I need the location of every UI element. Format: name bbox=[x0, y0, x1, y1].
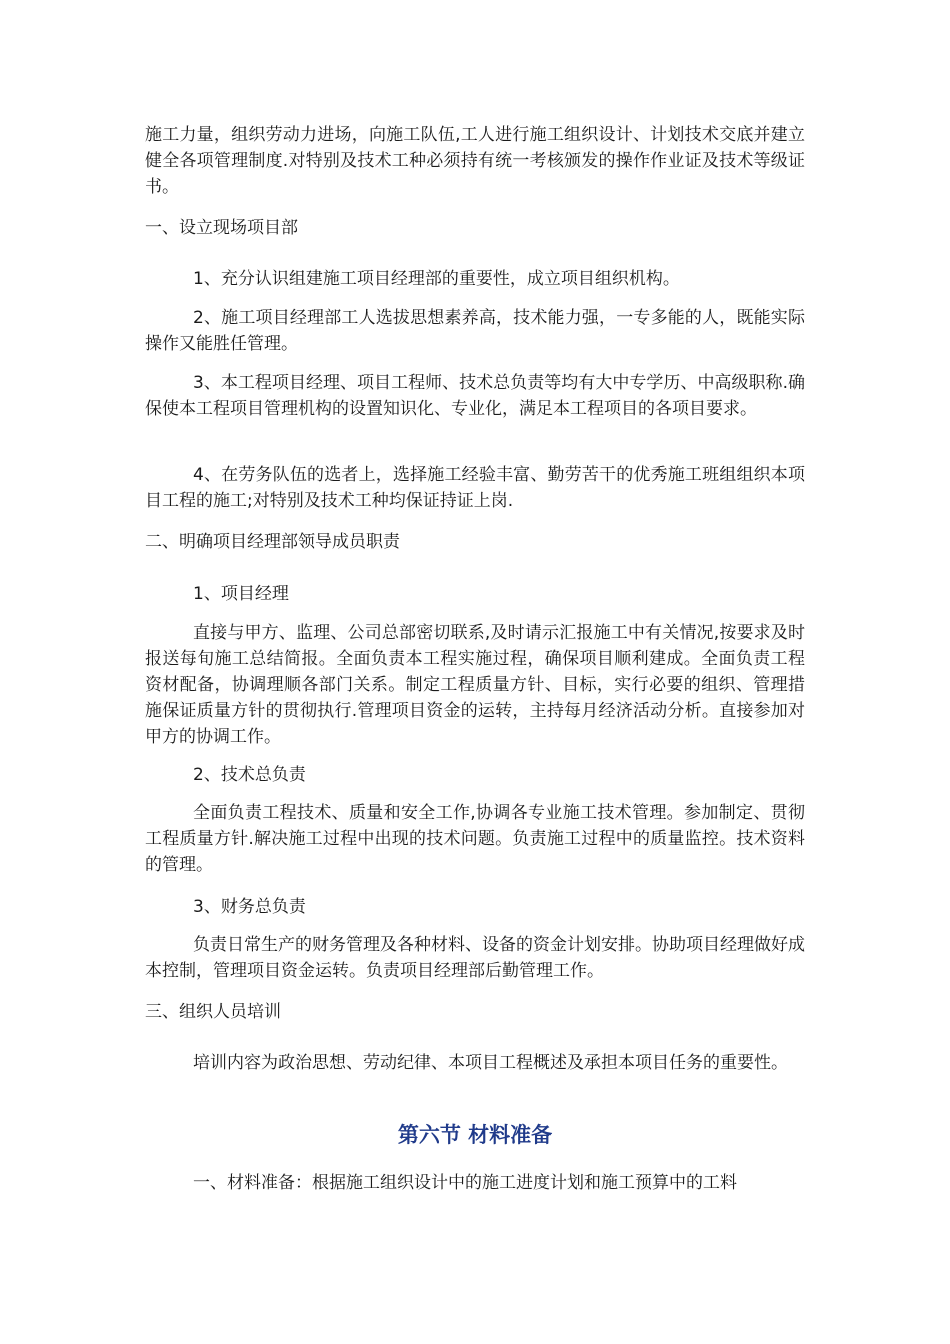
paragraph-intro: 施工力量，组织劳动力进场，向施工队伍,工人进行施工组织设计、计划技术交底并建立健全各项管理制度.对特别及技术工种必须持有统一考核颁发的操作作业证及技术等级证书。 bbox=[145, 125, 805, 197]
subheading-technical-lead: 2、技术总负责 bbox=[193, 765, 306, 785]
paragraph-2: 2、施工项目经理部工人选拔思想素养高，技术能力强，一专多能的人，既能实际操作又能胜任管理。 bbox=[145, 308, 805, 354]
heading-2: 二、明确项目经理部领导成员职责 bbox=[145, 532, 400, 552]
paragraph-5: 直接与甲方、监理、公司总部密切联系,及时请示汇报施工中有关情况,按要求及时报送每旬施工总结简报。全面负责本工程实施过程，确保项目顺利建成。全面负责工程资材配备，协调理顺各部门关系。制定工程质量方针、目标，实行必要的组织、管理措施保证质量方针的贯彻执行.管理项目资金的运转，主持每月经济活动分析。直接参加对甲方的协调工作。 bbox=[145, 623, 805, 747]
heading-1: 一、设立现场项目部 bbox=[145, 218, 298, 238]
paragraph-6: 全面负责工程技术、质量和安全工作,协调各专业施工技术管理。参加制定、贯彻工程质量方针.解决施工过程中出现的技术问题。负责施工过程中的质量监控。技术资料的管理。 bbox=[145, 803, 805, 875]
paragraph-1: 1、充分认识组建施工项目经理部的重要性，成立项目组织机构。 bbox=[193, 269, 680, 289]
section-title: 第六节 材料准备 bbox=[397, 1123, 553, 1147]
paragraph-4: 4、在劳务队伍的选者上，选择施工经验丰富、勤劳苦干的优秀施工班组组织本项目工程的施工;对特别及技术工种均保证持证上岗. bbox=[145, 465, 805, 511]
paragraph-9: 一、材料准备：根据施工组织设计中的施工进度计划和施工预算中的工料 bbox=[193, 1173, 737, 1193]
paragraph-7: 负责日常生产的财务管理及各种材料、设备的资金计划安排。协助项目经理做好成本控制，管理项目资金运转。负责项目经理部后勤管理工作。 bbox=[145, 935, 805, 981]
subheading-project-manager: 1、项目经理 bbox=[193, 584, 289, 604]
paragraph-8: 培训内容为政治思想、劳动纪律、本项目工程概述及承担本项目任务的重要性。 bbox=[193, 1053, 788, 1073]
heading-3: 三、组织人员培训 bbox=[145, 1002, 281, 1022]
subheading-finance-lead: 3、财务总负责 bbox=[193, 897, 306, 917]
paragraph-3: 3、本工程项目经理、项目工程师、技术总负责等均有大中专学历、中高级职称.确保使本工程项目管理机构的设置知识化、专业化，满足本工程项目的各项目要求。 bbox=[145, 373, 805, 419]
